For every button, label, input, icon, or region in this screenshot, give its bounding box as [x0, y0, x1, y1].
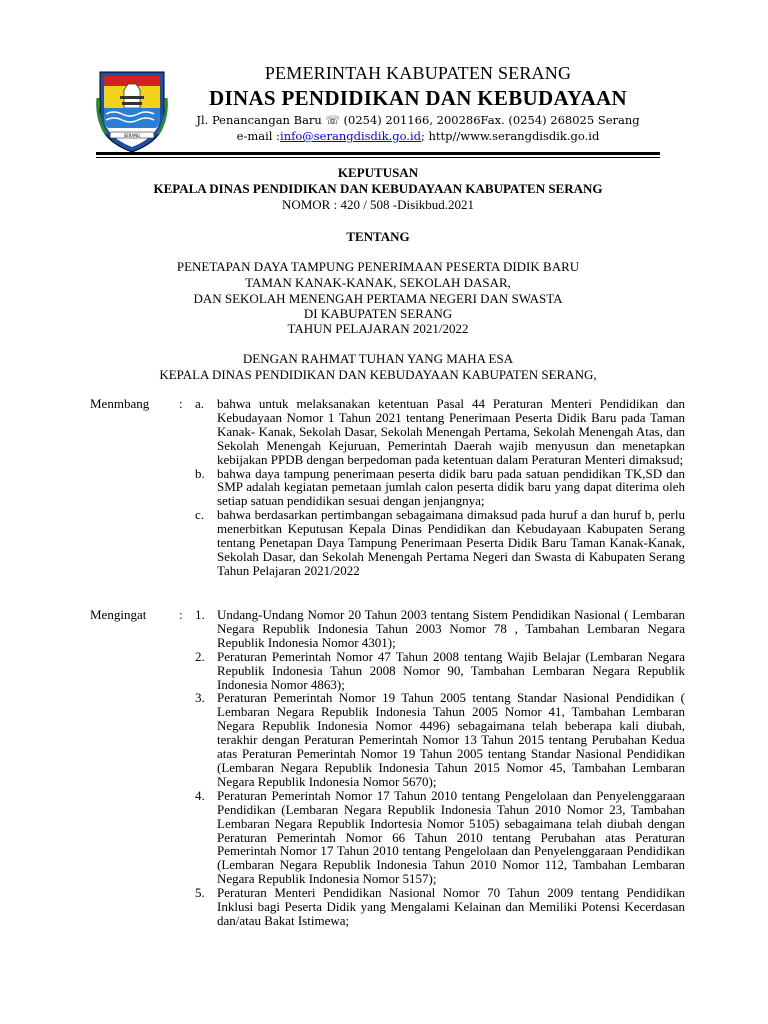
item-marker: 4.: [195, 787, 205, 803]
email-prefix: e-mail :: [236, 129, 281, 143]
recalling-item: [195, 608, 685, 650]
decision-title: KEPUTUSAN: [337, 165, 419, 180]
regency-logo: [96, 68, 168, 154]
considering-label: Menmbang: [90, 396, 150, 411]
item-marker: 3.: [195, 690, 205, 706]
item-text: Peraturan Pemerintah Nomor 19 Tahun 2005 tentang Standar Nasional Pendidikan ( Lembaran Negara Republik Indonesia Tahun 2005 Nomor 41, Tambahan Lembaran Negara Republik Indonesia Nomor 4496) sebagaimana telah beberapa kali diubah, terakhir dengan Peraturan Pemerintah Nomor 13 Tahun 2015 tentang Perubahan Kedua atas Peraturan Pemerintah Nomor 19 Tahun 2005 tentang Standar Nasional Pendidikan (Lembaran Negara Republik Indonesia Tahun 2015 Nomor 45, Tambahan Lembaran Negara Republik Indonesia Nomor 5670);: [217, 690, 685, 789]
header-divider-thin: [96, 157, 660, 158]
item-marker: 5.: [195, 885, 205, 901]
recalling-list: [195, 608, 685, 928]
item-text: Peraturan Pemerintah Nomor 47 Tahun 2008 tentang Wajib Belajar (Lembaran Negara Republik Indonesia Tahun 2008 Nomor 90, Tambahan Lembaran Negara Republik Indonesia Nomor 4863);: [217, 648, 685, 692]
preamble-line: DENGAN RAHMAT TUHAN YANG MAHA ESA: [242, 351, 514, 366]
recalling-item: [195, 650, 685, 692]
subject-line: TAMAN KANAK-KANAK, SEKOLAH DASAR,: [245, 275, 511, 290]
subject-line: DAN SEKOLAH MENENGAH PERTAMA NEGERI DAN SWASTA: [193, 291, 563, 306]
considering-item: [195, 397, 685, 467]
contact-line: [178, 128, 658, 144]
decision-about: TENTANG: [346, 229, 410, 244]
item-text: Undang-Undang Nomor 20 Tahun 2003 tentang Sistem Pendidikan Nasional ( Lembaran Negara Republik Indonesia Tahun 2003 Nomor 78 , Tambahan Lembaran Negara Republik Indonesia Nomor 4301);: [217, 607, 685, 650]
government-name: PEMERINTAH KABUPATEN SERANG: [264, 63, 572, 83]
subject-line: TAHUN PELAJARAN 2021/2022: [287, 321, 469, 336]
item-text: Peraturan Pemerintah Nomor 17 Tahun 2010 tentang Pengelolaan dan Penyelenggaraan Pendidikan (Lembaran Negara Republik Indonesia Tahun 2010 Nomor 23, Tambahan Lembaran Negara Republik Indortesia Nomor 5105) sebagaimana telah diubah dengan Peraturan Pemerintah Nomor 66 Tahun 2010 tentang Perubahan atas Peraturan Pemerintah Nomor 17 Tahun 2010 tentang Pengelolaan dan Penyelenggaraan Pendidikan (Lembaran Negara Republik Indonesia Tahun 2010 Nomor 112, Tambahan Lembaran Negara Republik Indonesia Nomor 5157);: [217, 787, 685, 887]
item-marker: c.: [195, 507, 205, 523]
letterhead: [178, 62, 658, 144]
considering-list: [195, 397, 685, 578]
considering-colon: :: [179, 396, 183, 411]
considering-item: [195, 467, 685, 509]
item-text: Peraturan Menteri Pendidikan Nasional Nomor 70 Tahun 2009 tentang Pendidikan Inklusi bagi Peserta Didik yang Mengalami Kelainan dan Memiliki Potensi Kecerdasan dan/atau Bakat Istimewa;: [217, 885, 685, 928]
recalling-colon: :: [179, 607, 183, 622]
subject-line: PENETAPAN DAYA TAMPUNG PENERIMAAN PESERTA DIDIK BARU: [176, 259, 580, 274]
item-marker: 1.: [195, 607, 205, 622]
recalling-item: [195, 886, 685, 928]
recalling-label: Mengingat: [90, 607, 147, 622]
logo-motto: SERANG: [123, 133, 141, 138]
recalling-item: [195, 691, 685, 788]
considering-item: [195, 508, 685, 578]
decision-issuer: KEPALA DINAS PENDIDIKAN DAN KEBUDAYAAN KABUPATEN SERANG: [153, 181, 603, 196]
subject-line: DI KABUPATEN SERANG: [303, 306, 453, 321]
agency-address: Jl. Penancangan Baru ☏ (0254) 201166, 200286Fax. (0254) 268025 Serang: [196, 113, 640, 127]
item-marker: 2.: [195, 648, 205, 664]
recalling-item: [195, 789, 685, 886]
header-divider-thick: [96, 152, 660, 155]
preamble-line: KEPALA DINAS PENDIDIKAN DAN KEBUDAYAAN KABUPATEN SERANG,: [159, 367, 597, 382]
item-marker: a.: [195, 396, 205, 411]
item-text: bahwa daya tampung penerimaan peserta didik baru pada satuan pendidikan TK,SD dan SMP adalah kegiatan pemetaan jumlah calon peserta didik baru yang dapat diterima oleh setiap satuan pendidikan sesuai dengan jenjangnya;: [217, 465, 685, 509]
agency-name: DINAS PENDIDIKAN DAN KEBUDAYAAN: [209, 86, 627, 110]
decision-number: NOMOR : 420 / 508 -Disikbud.2021: [281, 197, 475, 212]
item-marker: b.: [195, 465, 205, 481]
item-text: bahwa berdasarkan pertimbangan sebagaimana dimaksud pada huruf a dan huruf b, perlu menerbitkan Keputusan Kepala Dinas Pendidikan dan Kebudayaan Kabupaten Serang tentang Penetapan Daya Tampung Penerimaan Peserta Didik Baru Taman Kanak-Kanak, Sekolah Dasar, dan Sekolah Menengah Pertama Negeri dan Swasta di Kabupaten Serang Tahun Pelajaran 2021/2022: [217, 507, 685, 578]
email-link[interactable]: info@serangdisdik.go.id: [280, 129, 421, 143]
website-text: ; http//www.serangdisdik.go.id: [421, 129, 600, 143]
item-text: bahwa untuk melaksanakan ketentuan Pasal 44 Peraturan Menteri Pendidikan dan Kebudayaan Nomor 1 Tahun 2021 tentang Penerimaan Peserta Didik Baru pada Taman Kanak- Kanak, Sekolah Dasar, Sekolah Menengah Pertama, Sekolah Menengah Atas, dan Sekolah Menengah Kejuruan, Pemerintah Daerah wajib menyusun dan menetapkan kebijakan PPDB dengan berpedoman pada ketentuan dalam Peraturan Menteri dimaksud;: [217, 396, 685, 467]
